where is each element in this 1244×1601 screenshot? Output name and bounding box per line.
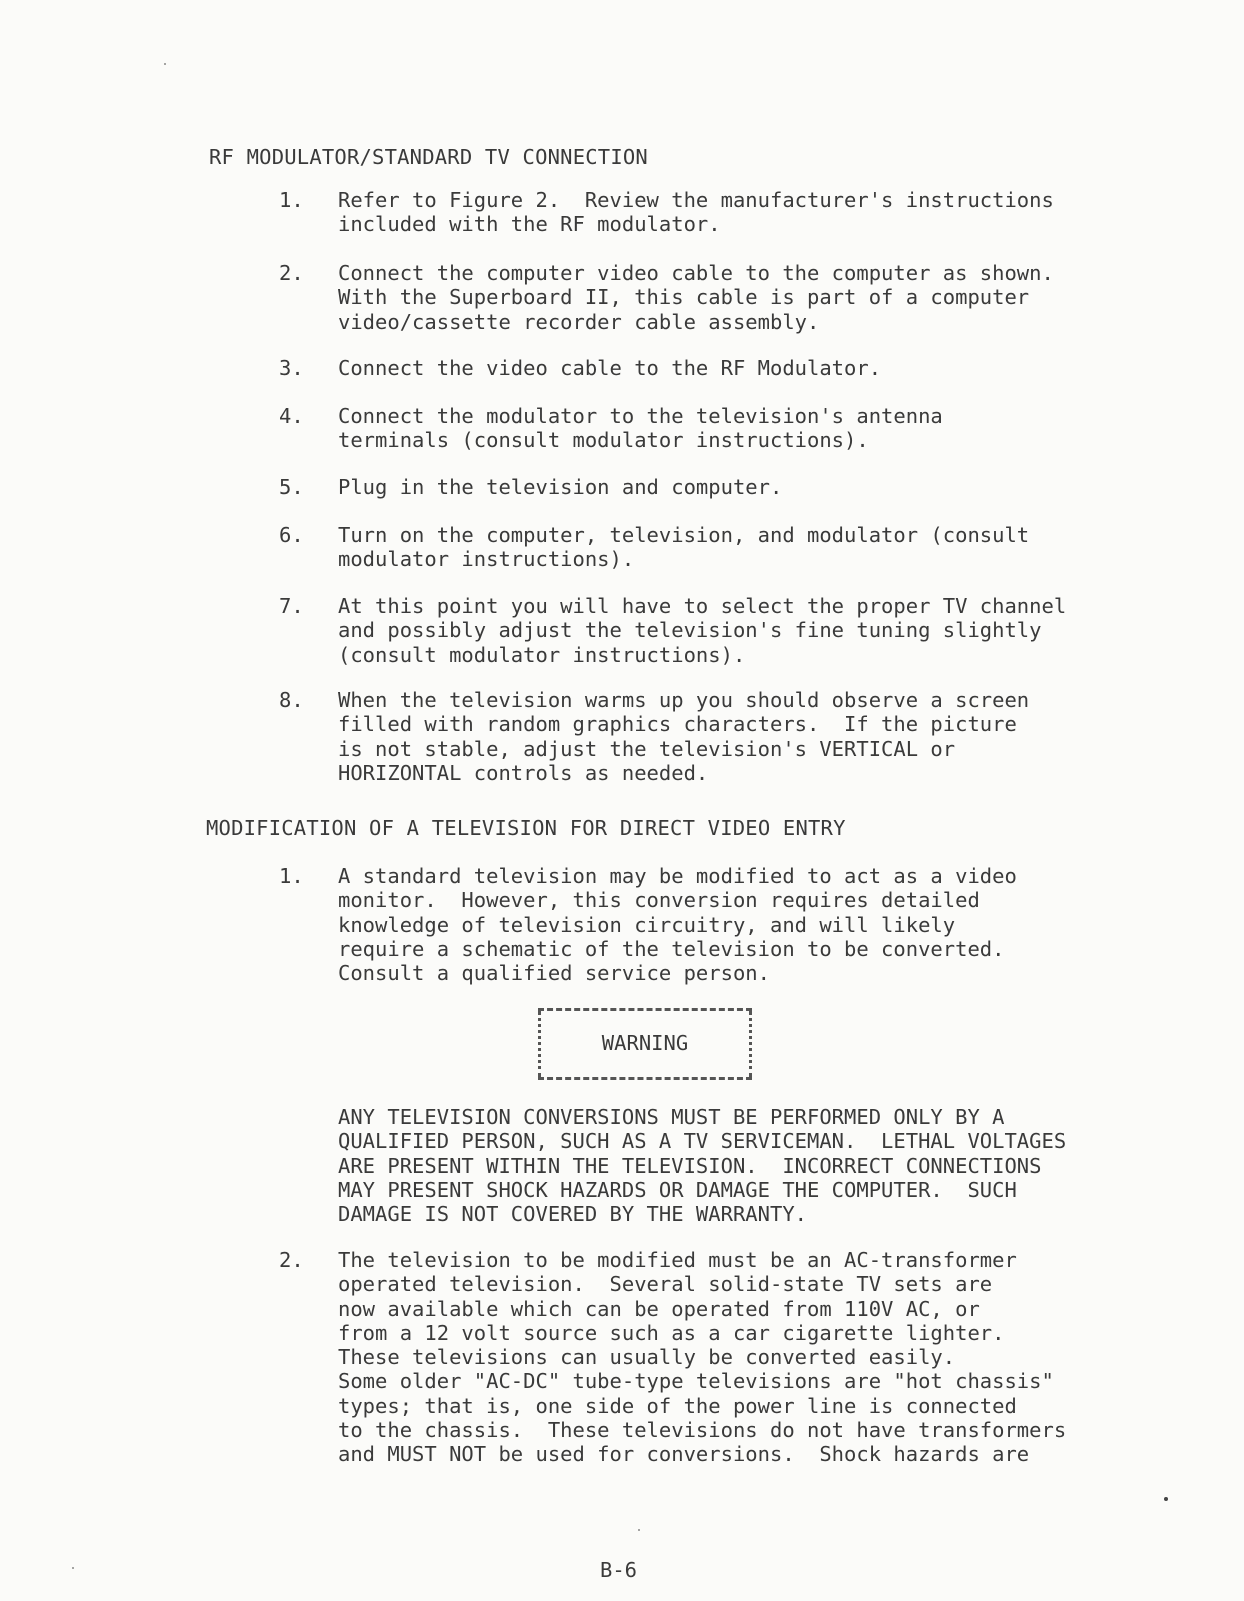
- item-number: 3.: [279, 356, 304, 380]
- text-line: included with the RF modulator.: [338, 212, 721, 237]
- item-number: 5.: [279, 475, 304, 499]
- item-text: [338, 188, 1054, 237]
- text-line: is not stable, adjust the television's VERTICAL or: [338, 736, 956, 761]
- scan-speck: [72, 1567, 74, 1569]
- text-line: operated television. Several solid-state TV sets are: [338, 1272, 993, 1297]
- text-line: Connect the video cable to the RF Modulator.: [338, 356, 882, 380]
- text-line: Refer to Figure 2. Review the manufacturer's instructions: [338, 188, 1054, 212]
- text-line: DAMAGE IS NOT COVERED BY THE WARRANTY.: [338, 1202, 807, 1227]
- text-line: Connect the modulator to the television's antenna: [338, 404, 943, 428]
- text-line: (consult modulator instructions).: [338, 642, 746, 667]
- text-line: With the Superboard II, this cable is part of a computer: [338, 285, 1030, 310]
- item-number: 7.: [279, 594, 304, 618]
- text-line: Turn on the computer, television, and modulator (consult: [338, 523, 1030, 547]
- item-text: [338, 864, 1017, 985]
- item-number: 1.: [279, 188, 304, 212]
- item-text: [338, 523, 1029, 572]
- warning-text: [338, 1105, 1066, 1226]
- text-line: ARE PRESENT WITHIN THE TELEVISION. INCORRECT CONNECTIONS: [338, 1153, 1042, 1178]
- scan-speck: [638, 1529, 640, 1531]
- item-text: [338, 261, 1054, 334]
- text-line: video/cassette recorder cable assembly.: [338, 309, 820, 334]
- item-number: 6.: [279, 523, 304, 547]
- item-text: [338, 688, 1029, 785]
- item-text: [338, 475, 782, 499]
- item-number: 4.: [279, 404, 304, 428]
- text-line: modulator instructions).: [338, 547, 635, 572]
- text-line: require a schematic of the television to be converted.: [338, 936, 1005, 961]
- text-line: Connect the computer video cable to the computer as shown.: [338, 261, 1054, 285]
- text-line: and MUST NOT be used for conversions. Shock hazards are: [338, 1442, 1030, 1467]
- page-number: B-6: [600, 1558, 638, 1582]
- text-line: terminals (consult modulator instructions).: [338, 428, 869, 453]
- text-line: to the chassis. These televisions do not have transformers: [338, 1418, 1067, 1443]
- item-text: [338, 594, 1066, 667]
- section-heading-rf-modulator: RF MODULATOR/STANDARD TV CONNECTION: [209, 145, 648, 169]
- text-line: now available which can be operated from 110V AC, or: [338, 1296, 980, 1321]
- text-line: knowledge of television circuitry, and will likely: [338, 912, 956, 937]
- item-number: 1.: [279, 864, 304, 888]
- text-line: Consult a qualified service person.: [338, 961, 770, 986]
- text-line: filled with random graphics characters. If the picture: [338, 712, 1017, 737]
- item-text: [338, 404, 943, 453]
- text-line: and possibly adjust the television's fine tuning slightly: [338, 618, 1042, 643]
- warning-label: WARNING: [601, 1031, 689, 1055]
- text-line: A standard television may be modified to act as a video: [338, 864, 1017, 888]
- text-line: Plug in the television and computer.: [338, 475, 783, 499]
- text-line: ANY TELEVISION CONVERSIONS MUST BE PERFORMED ONLY BY A: [338, 1105, 1005, 1129]
- text-line: MAY PRESENT SHOCK HAZARDS OR DAMAGE THE COMPUTER. SUCH: [338, 1177, 1017, 1202]
- item-number: 2.: [279, 261, 304, 285]
- text-line: QUALIFIED PERSON, SUCH AS A TV SERVICEMAN. LETHAL VOLTAGES: [338, 1129, 1067, 1154]
- text-line: from a 12 volt source such as a car cigarette lighter.: [338, 1320, 1005, 1345]
- item-text: [338, 356, 881, 380]
- warning-border-top: [538, 1008, 752, 1011]
- section-heading-modification: MODIFICATION OF A TELEVISION FOR DIRECT VIDEO ENTRY: [206, 816, 846, 840]
- warning-border-bottom: [538, 1077, 752, 1080]
- text-line: types; that is, one side of the power line is connected: [338, 1393, 1017, 1418]
- warning-box: [538, 1005, 752, 1083]
- text-line: These televisions can usually be converted easily.: [338, 1345, 956, 1370]
- text-line: Some older "AC-DC" tube-type televisions are "hot chassis": [338, 1369, 1054, 1394]
- text-line: monitor. However, this conversion requires detailed: [338, 888, 980, 913]
- scan-speck: [1164, 1497, 1168, 1501]
- scan-speck: [164, 63, 166, 65]
- text-line: The television to be modified must be an AC-transformer: [338, 1248, 1017, 1272]
- item-number: 2.: [279, 1248, 304, 1272]
- text-line: At this point you will have to select the proper TV channel: [338, 594, 1067, 618]
- item-number: 8.: [279, 688, 304, 712]
- text-line: HORIZONTAL controls as needed.: [338, 760, 709, 785]
- item-text: [338, 1248, 1066, 1467]
- text-line: When the television warms up you should observe a screen: [338, 688, 1030, 712]
